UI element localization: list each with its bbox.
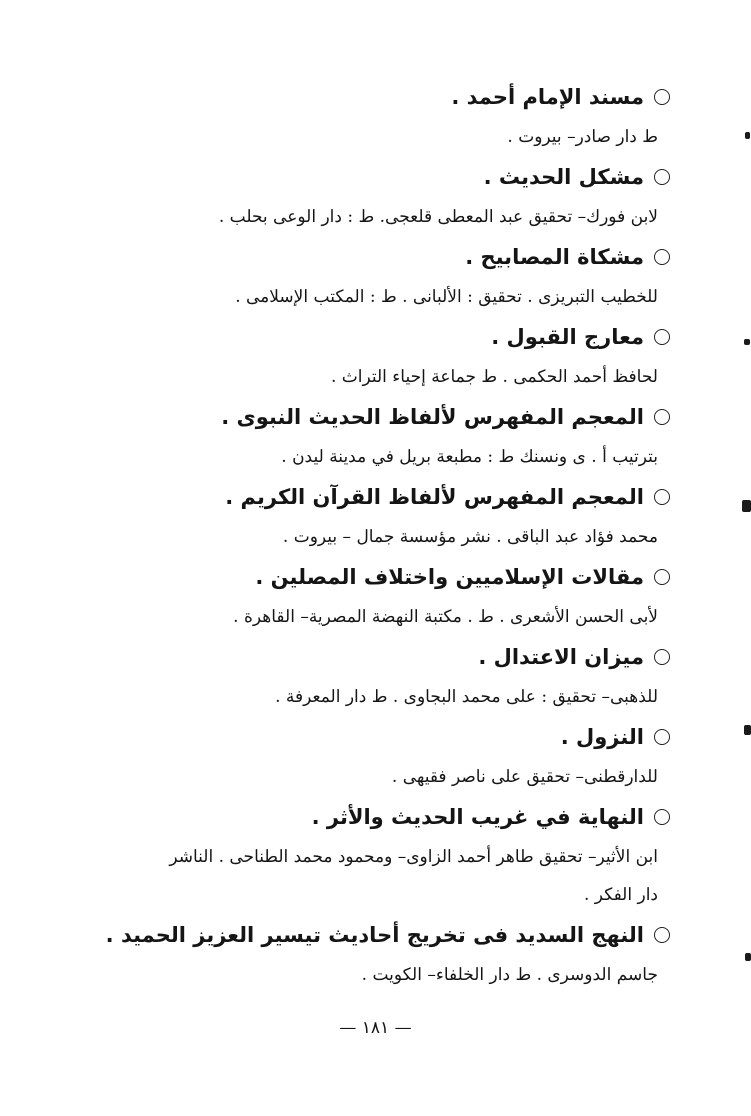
circle-bullet-icon: [654, 569, 670, 585]
entry-title-row: [80, 476, 670, 518]
scan-edge-mark: [745, 953, 751, 961]
entry-title: النهاية في غريب الحديث والأثر .: [311, 805, 644, 829]
bibliography-entry: [80, 316, 670, 396]
entry-title-row: [80, 796, 670, 838]
entry-title-row: [80, 396, 670, 438]
entry-title-row: [80, 556, 670, 598]
entry-title: النزول .: [560, 725, 644, 749]
bibliography-entry: [80, 476, 670, 556]
entry-title: المعجم المفهرس لألفاظ الحديث النبوى .: [221, 405, 644, 429]
entry-detail: للدارقطنى– تحقيق على ناصر فقيهى .: [391, 767, 658, 787]
scan-edge-mark: [744, 339, 750, 345]
entry-title: مسند الإمام أحمد .: [451, 85, 644, 109]
circle-bullet-icon: [654, 489, 670, 505]
bibliography-entry: [80, 76, 670, 156]
bibliography-entry: [80, 556, 670, 636]
entry-detail: ابن الأثير– تحقيق طاهر أحمد الزاوى– ومحمود محمد الطناحى . الناشر: [169, 847, 658, 867]
entry-title: مشكاة المصابيح .: [465, 245, 644, 269]
scan-edge-mark: [744, 725, 751, 735]
page-number: — ١٨١ —: [339, 1018, 412, 1038]
entry-title-row: [80, 156, 670, 198]
entry-title-row: [80, 236, 670, 278]
circle-bullet-icon: [654, 649, 670, 665]
bibliography-entry: [80, 716, 670, 796]
circle-bullet-icon: [654, 329, 670, 345]
entry-detail: ط دار صادر– بيروت .: [507, 127, 658, 147]
circle-bullet-icon: [654, 89, 670, 105]
circle-bullet-icon: [654, 249, 670, 265]
entry-title: النهج السديد فى تخريج أحاديث تيسير العزيز الحميد .: [105, 923, 644, 947]
entry-detail: للخطيب التبريزى . تحقيق : الألبانى . ط : المكتب الإسلامى .: [235, 287, 658, 307]
entry-title: معارج القبول .: [491, 325, 644, 349]
entry-title-row: [80, 76, 670, 118]
entry-detail: لابن فورك– تحقيق عبد المعطى قلعجى. ط : دار الوعى بحلب .: [218, 207, 658, 227]
entry-detail: محمد فؤاد عبد الباقى . نشر مؤسسة جمال – بيروت .: [282, 527, 658, 547]
entry-title: المعجم المفهرس لألفاظ القرآن الكريم .: [225, 485, 644, 509]
bibliography-entry: [80, 236, 670, 316]
bibliography-entry: [80, 636, 670, 716]
scan-edge-mark: [745, 132, 750, 139]
bibliography-entry: [80, 914, 670, 994]
circle-bullet-icon: [654, 169, 670, 185]
circle-bullet-icon: [654, 409, 670, 425]
entry-title-row: [80, 914, 670, 956]
entry-title: ميزان الاعتدال .: [478, 645, 644, 669]
entry-detail: جاسم الدوسرى . ط دار الخلفاء– الكويت .: [361, 965, 658, 985]
bibliography-entry: [80, 796, 670, 914]
circle-bullet-icon: [654, 809, 670, 825]
bibliography-entry: [80, 396, 670, 476]
bibliography-list: [80, 76, 670, 994]
entry-title: مقالات الإسلاميين واختلاف المصلين .: [255, 565, 644, 589]
entry-title-row: [80, 716, 670, 758]
circle-bullet-icon: [654, 927, 670, 943]
entry-detail: للذهبى– تحقيق : على محمد البجاوى . ط دار المعرفة .: [275, 687, 658, 707]
entry-detail-continuation: دار الفكر .: [584, 885, 658, 905]
entry-title-row: [80, 316, 670, 358]
bibliography-entry: [80, 156, 670, 236]
entry-detail: لأبى الحسن الأشعرى . ط . مكتبة النهضة المصرية– القاهرة .: [233, 607, 658, 627]
circle-bullet-icon: [654, 729, 670, 745]
scan-edge-mark: [742, 500, 751, 512]
entry-detail: بترتيب أ . ى ونسنك ط : مطبعة بريل في مدينة ليدن .: [281, 447, 658, 467]
entry-title-row: [80, 636, 670, 678]
entry-detail: لحافظ أحمد الحكمى . ط جماعة إحياء التراث .: [330, 367, 658, 387]
entry-title: مشكل الحديث .: [483, 165, 644, 189]
